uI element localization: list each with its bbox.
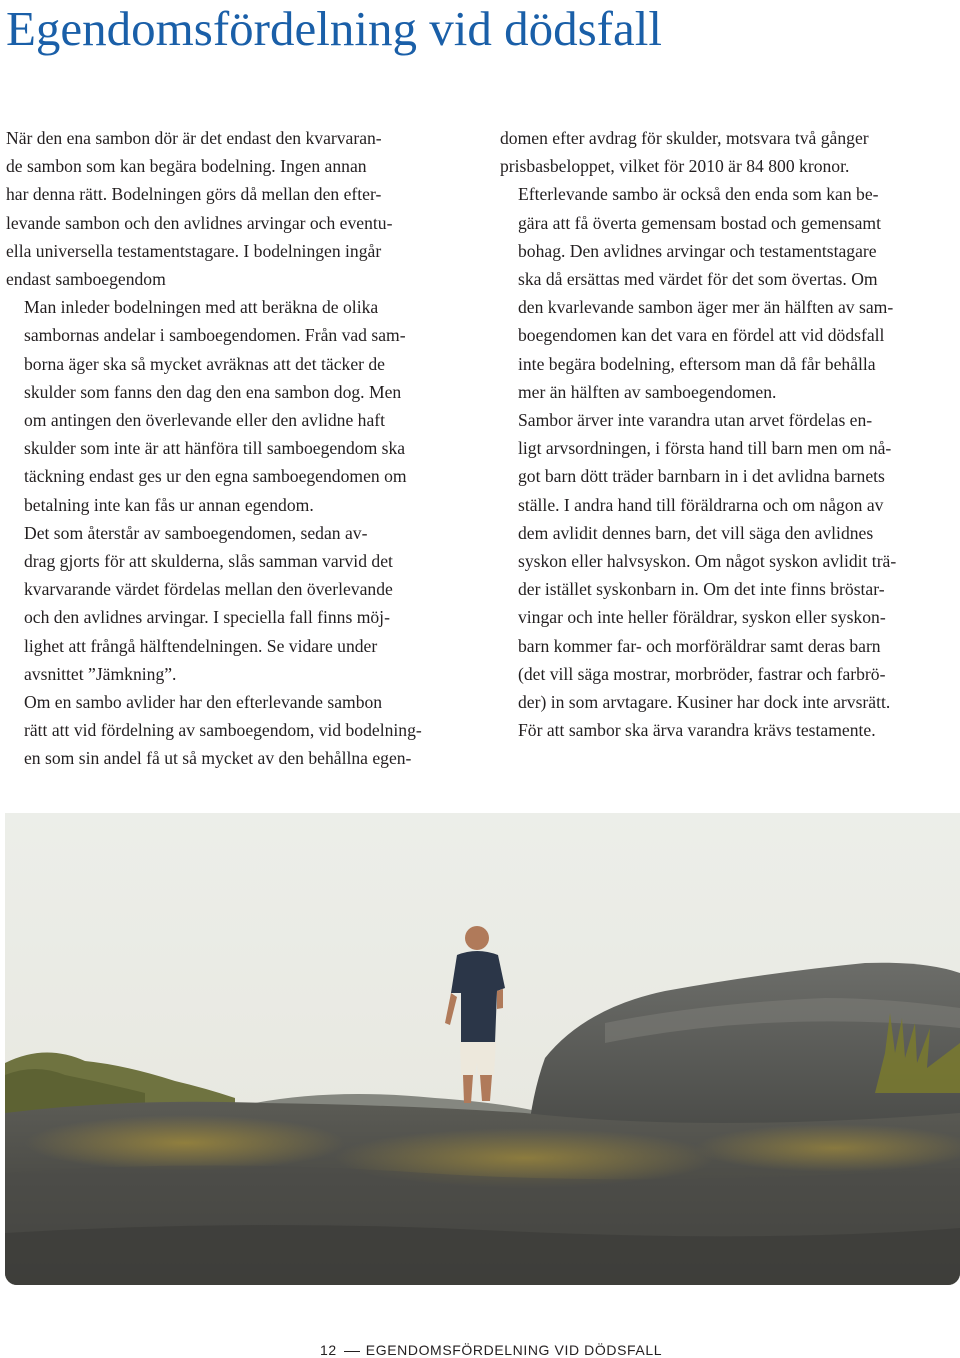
text-line: der istället syskonbarn in. Om det inte finns bröstar- (518, 579, 885, 600)
paragraph (500, 180, 942, 406)
photograph-man-walking-on-rocks (5, 813, 960, 1285)
text-line: täckning endast ges ur den egna samboegendomen om (24, 466, 407, 487)
paragraph (6, 519, 462, 688)
text-line: en som sin andel få ut så mycket av den behållna egen- (24, 748, 412, 769)
text-line: betalning inte kan fås ur annan egendom. (24, 494, 314, 515)
text-line: dem avlidit dennes barn, det vill säga den avlidnes (518, 522, 874, 543)
paragraph (500, 406, 942, 744)
text-line: Det som återstår av samboegendomen, sedan av- (24, 522, 368, 543)
text-line: levande sambon och den avlidnes arvingar och eventu- (6, 212, 393, 233)
text-line: endast samboegendom (6, 269, 166, 290)
paragraph (6, 124, 462, 293)
text-line: För att sambor ska ärva varandra krävs testamente. (518, 720, 876, 741)
text-line: de sambon som kan begära bodelning. Ingen annan (6, 156, 367, 177)
text-line: drag gjorts för att skulderna, slås samman varvid det (24, 551, 393, 572)
text-line: När den ena sambon dör är det endast den kvarvaran- (6, 128, 382, 148)
text-line: sambornas andelar i samboegendomen. Från vad sam- (24, 325, 406, 346)
text-line: avsnittet ”Jämkning”. (24, 663, 177, 684)
text-line: vingar och inte heller föräldrar, syskon eller syskon- (518, 607, 886, 628)
page-footer (320, 1342, 662, 1358)
text-line: lighet att frångå hälftendelningen. Se vidare under (24, 635, 378, 656)
text-line: inte begära bodelning, eftersom man då får behålla (518, 353, 876, 374)
page-title: Egendomsfördelning vid dödsfall (6, 1, 662, 56)
text-line: der) in som arvtagare. Kusiner har dock inte arvsrätt. (518, 692, 891, 713)
page-number: 12 (320, 1342, 337, 1358)
left-text-column (6, 124, 462, 773)
text-line: boegendomen kan det vara en fördel att vid dödsfall (518, 325, 885, 346)
text-line: gära att få överta gemensam bostad och gemensamt (518, 212, 881, 233)
text-line: Om en sambo avlider har den efterlevande sambon (24, 692, 383, 713)
text-line: ella universella testamentstagare. I bodelningen ingår (6, 240, 382, 261)
text-line: ligt arvsordningen, i första hand till barn men om nå- (518, 438, 892, 459)
text-line: skulder som fanns den dag den ena sambon dog. Men (24, 381, 402, 402)
moss-patch (25, 1115, 345, 1171)
text-line: rätt att vid fördelning av samboegendom, vid bodelning- (24, 720, 422, 741)
text-line: skulder som inte är att hänföra till samboegendom ska (24, 438, 406, 459)
text-line: Efterlevande sambo är också den enda som kan be- (518, 184, 879, 205)
text-line: den kvarlevande sambon äger mer än hälften av sam- (518, 297, 894, 318)
text-line: domen efter avdrag för skulder, motsvara två gånger (500, 128, 869, 148)
text-line: mer än hälften av samboegendomen. (518, 381, 777, 402)
text-line: prisbasbeloppet, vilket för 2010 är 84 800 kronor. (500, 156, 850, 177)
right-text-column (500, 124, 942, 744)
text-line: got barn dött träder barnbarn in i det avlidna barnets (518, 466, 885, 487)
text-line: om antingen den överlevande eller den avlidne haft (24, 410, 386, 431)
text-line: syskon eller halvsyskon. Om något syskon avlidit trä- (518, 551, 897, 572)
text-line: borna äger ska så mycket avräknas att det täcker de (24, 353, 385, 374)
text-line: Sambor ärver inte varandra utan arvet fördelas en- (518, 410, 873, 431)
text-line: bohag. Den avlidnes arvingar och testamentstagare (518, 240, 877, 261)
running-footer: EGENDOMSFÖRDELNING VID DÖDSFALL (365, 1342, 663, 1358)
text-line: ska då ersättas med värdet för det som övertas. Om (518, 269, 878, 290)
text-line: Man inleder bodelningen med att beräkna de olika (24, 297, 379, 318)
text-line: kvarvarande värdet fördelas mellan den överlevande (24, 579, 393, 600)
paragraph (6, 293, 462, 519)
text-line: ställe. I andra hand till föräldrarna och om någon av (518, 494, 884, 515)
paragraph (6, 688, 462, 773)
text-line: barn kommer far- och morföräldrar samt deras barn (518, 635, 881, 656)
footer-dash (344, 1351, 360, 1352)
paragraph (500, 124, 942, 180)
text-line: och den avlidnes arvingar. I speciella fall finns möj- (24, 607, 390, 628)
text-line: har denna rätt. Bodelningen görs då mellan den efter- (6, 184, 382, 205)
text-line: (det vill säga mostrar, morbröder, fastrar och farbrö- (518, 663, 886, 684)
